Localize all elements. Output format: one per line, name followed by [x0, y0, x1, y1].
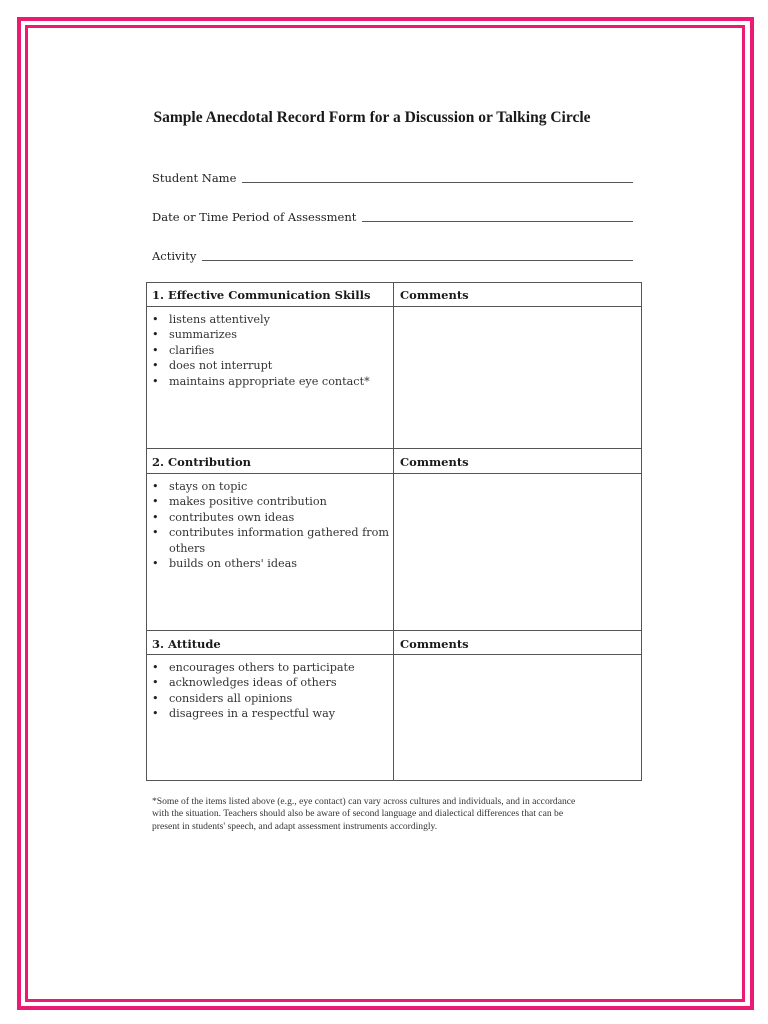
list-item: • acknowledges ideas of others — [147, 675, 392, 690]
list-item: • encourages others to participate — [147, 660, 392, 675]
criteria-list — [147, 312, 392, 389]
list-item: • does not interrupt — [147, 358, 392, 373]
comments-box[interactable] — [394, 655, 641, 781]
comments-box[interactable] — [394, 474, 641, 630]
activity-blank[interactable] — [202, 259, 633, 261]
comments-heading: Comments — [400, 637, 469, 651]
list-item: • contributes information gathered from others — [147, 525, 392, 556]
list-item: • maintains appropriate eye contact* — [147, 374, 392, 389]
comments-heading: Comments — [400, 288, 469, 302]
list-item: • stays on topic — [147, 479, 392, 494]
assessment-table — [146, 282, 642, 781]
section-header — [147, 630, 641, 655]
list-item: • clarifies — [147, 343, 392, 358]
list-item: • builds on others' ideas — [147, 556, 392, 571]
list-item: • makes positive contribution — [147, 494, 392, 509]
footnote: *Some of the items listed above (e.g., eye contact) can vary across cultures and individuals, and in accordance with the situation. Teachers should also be aware of second language and dialectical differences that can be present in students' speech, and adapt assessment instruments accordingly. — [152, 796, 576, 832]
comments-heading: Comments — [400, 455, 469, 469]
section-heading: 2. Contribution — [152, 455, 252, 469]
list-item: • disagrees in a respectful way — [147, 706, 392, 721]
section-heading: 3. Attitude — [152, 637, 221, 651]
section-heading: 1. Effective Communication Skills — [152, 288, 371, 302]
list-item: • summarizes — [147, 327, 392, 342]
student-name-label: Student Name — [152, 171, 237, 185]
list-item: • listens attentively — [147, 312, 392, 327]
criteria-list — [147, 660, 392, 722]
section-header — [147, 283, 641, 307]
section-communication-skills — [147, 283, 641, 449]
assessment-date-field[interactable] — [152, 210, 633, 224]
student-name-blank[interactable] — [242, 181, 633, 183]
list-item: • considers all opinions — [147, 691, 392, 706]
assessment-date-label: Date or Time Period of Assessment — [152, 210, 357, 224]
page-title: Sample Anecdotal Record Form for a Discussion or Talking Circle — [153, 109, 591, 126]
list-item: • contributes own ideas — [147, 510, 392, 525]
activity-label: Activity — [152, 249, 197, 263]
section-header — [147, 448, 641, 474]
comments-box[interactable] — [394, 307, 641, 449]
activity-field[interactable] — [152, 249, 633, 263]
section-contribution — [147, 448, 641, 630]
section-attitude — [147, 630, 641, 781]
student-name-field[interactable] — [152, 171, 633, 185]
criteria-list — [147, 479, 392, 571]
assessment-date-blank[interactable] — [362, 220, 633, 222]
